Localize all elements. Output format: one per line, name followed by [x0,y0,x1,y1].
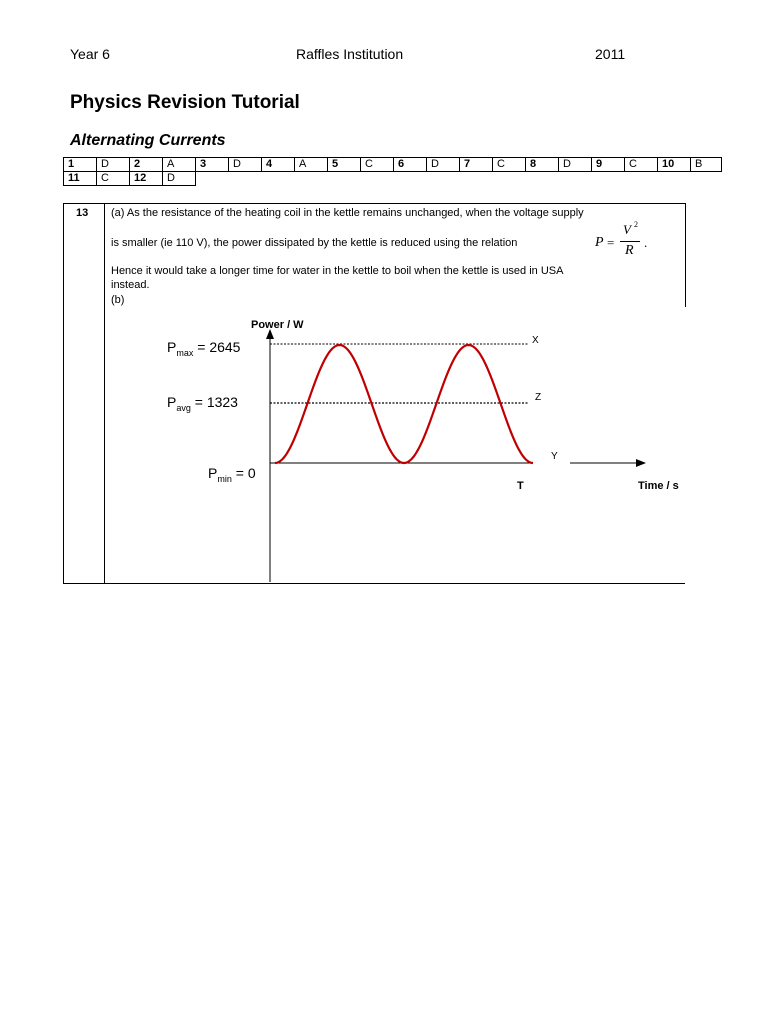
header-school: Raffles Institution [296,46,404,62]
formula-numerator: V [623,222,631,237]
page-title: Physics Revision Tutorial [70,92,300,113]
answer-letter: D [97,158,130,172]
answer-letter: A [163,158,196,172]
line-label-z: Z [535,392,542,403]
formula-denominator: R [625,243,634,258]
answer-number: 10 [658,158,691,172]
answer-letter: C [97,172,130,186]
formula-equals: = [607,235,615,250]
power-curve [275,345,533,463]
answer-number: 12 [130,172,163,186]
line-label-y: Y [551,451,558,462]
header-year: Year 6 [70,46,110,62]
answer-number: 11 [64,172,97,186]
answer-letter: D [163,172,196,186]
pavg-label: $P_{avg} = 1323$ [167,394,238,413]
answer-number: 1 [64,158,97,172]
answer-number: 9 [592,158,625,172]
formula-exponent: 2 [634,220,638,229]
answer-number: 7 [460,158,493,172]
header-year-number: 2011 [595,46,626,62]
answer-letter: C [361,158,394,172]
answer-number: 6 [394,158,427,172]
question-text-line: is smaller (ie 110 V), the power dissipated by the kettle is reduced using the relation [111,237,518,249]
x-axis-label: Time / s [638,480,679,492]
formula-period: . [644,235,648,250]
pmin-label: $P_{min} = 0$ [208,465,256,484]
answer-letter: A [295,158,328,172]
line-label-x: X [532,335,539,346]
answer-letter: C [625,158,658,172]
y-axis-label: Power / W [251,319,304,331]
answer-number: 2 [130,158,163,172]
answer-letter: D [559,158,592,172]
question-text-line: instead. [111,279,150,291]
formula-lhs: P [595,235,604,250]
answer-number: 4 [262,158,295,172]
question-text-line: (a) As the resistance of the heating coil in the kettle remains unchanged, when the voltage supply [111,207,584,219]
answer-letter: B [691,158,722,172]
question-text-line: Hence it would take a longer time for water in the kettle to boil when the kettle is used in USA [111,265,564,277]
section-title: Alternating Currents [70,132,226,149]
x-tick-label: T [517,480,524,492]
pmax-label: $P_{max} = 2645$ [167,339,241,358]
question-number: 13 [76,207,89,219]
answer-number: 8 [526,158,559,172]
answer-number: 5 [328,158,361,172]
answer-number: 3 [196,158,229,172]
answer-letter: D [229,158,262,172]
answer-letter: D [427,158,460,172]
answer-letter: C [493,158,526,172]
question-part-b-label: (b) [111,294,125,306]
